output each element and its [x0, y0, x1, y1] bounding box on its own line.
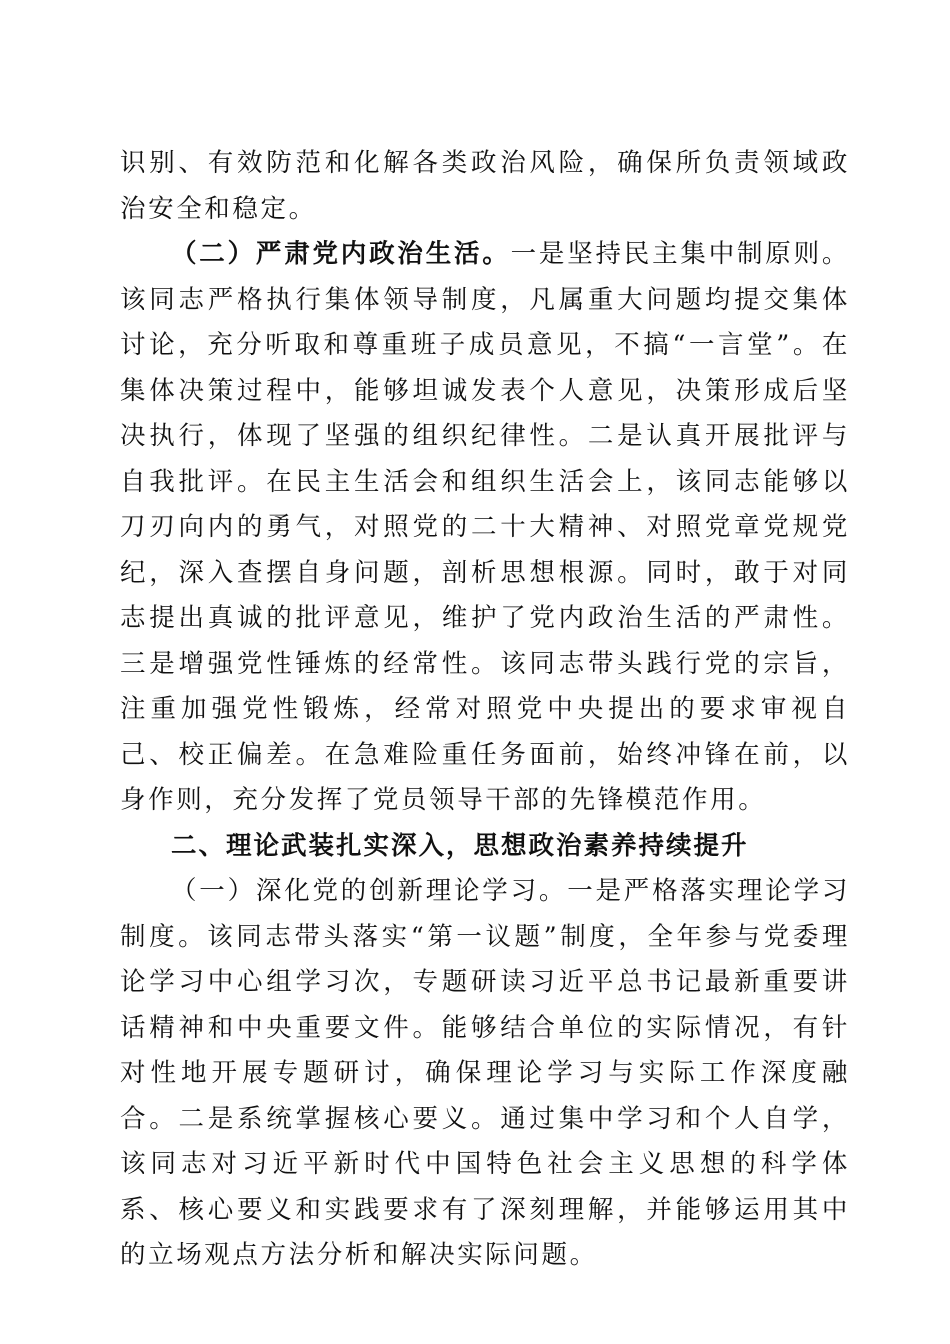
paragraph-lead: （二）严肃党内政治生活。: [171, 239, 511, 269]
paragraph-text: 一是坚持民主集中制原则。该同志严格执行集体领导制度，凡属重大问题均提交集体讨论，充分听取和尊重班子成员意见，不搞“一言堂”。在集体决策过程中，能够坦诚发表个人意见，决策形成后坚决执行，体现了坚强的组织纪律性。二是认真开展批评与自我批评。在民主生活会和组织生活会上，该同志能够以刀刃向内的勇气，对照党的二十大精神、对照党章党规党纪，深入查摆自身问题，剖析思想根源。同时，敢于对同志提出真诚的批评意见，维护了党内政治生活的严肃性。三是增强党性锤炼的经常性。该同志带头践行党的宗旨，注重加强党性锻炼，经常对照党中央提出的要求审视自己、校正偏差。在急难险重任务面前，始终冲锋在前，以身作则，充分发挥了党员领导干部的先锋模范作用。: [120, 239, 851, 815]
paragraph-theory-study: [120, 869, 850, 1279]
paragraph-lead: （一）深化党的创新理论学习。: [171, 876, 568, 906]
section-heading: 二、理论武装扎实深入，思想政治素养持续提升: [171, 830, 749, 861]
paragraph-political-life: [120, 232, 850, 824]
document-body: [120, 141, 850, 1279]
paragraph-continued: 识别、有效防范和化解各类政治风险，确保所负责领域政治安全和稳定。: [120, 148, 850, 224]
paragraph-text: 一是严格落实理论学习制度。该同志带头落实“第一议题”制度，全年参与党委理论学习中心组学习次，专题研读习近平总书记最新重要讲话精神和中央重要文件。能够结合单位的实际情况，有针对性地开展专题研讨，确保理论学习与实际工作深度融合。二是系统掌握核心要义。通过集中学习和个人自学，该同志对习近平新时代中国特色社会主义思想的科学体系、核心要义和实践要求有了深刻理解，并能够运用其中的立场观点方法分析和解决实际问题。: [120, 876, 850, 1270]
